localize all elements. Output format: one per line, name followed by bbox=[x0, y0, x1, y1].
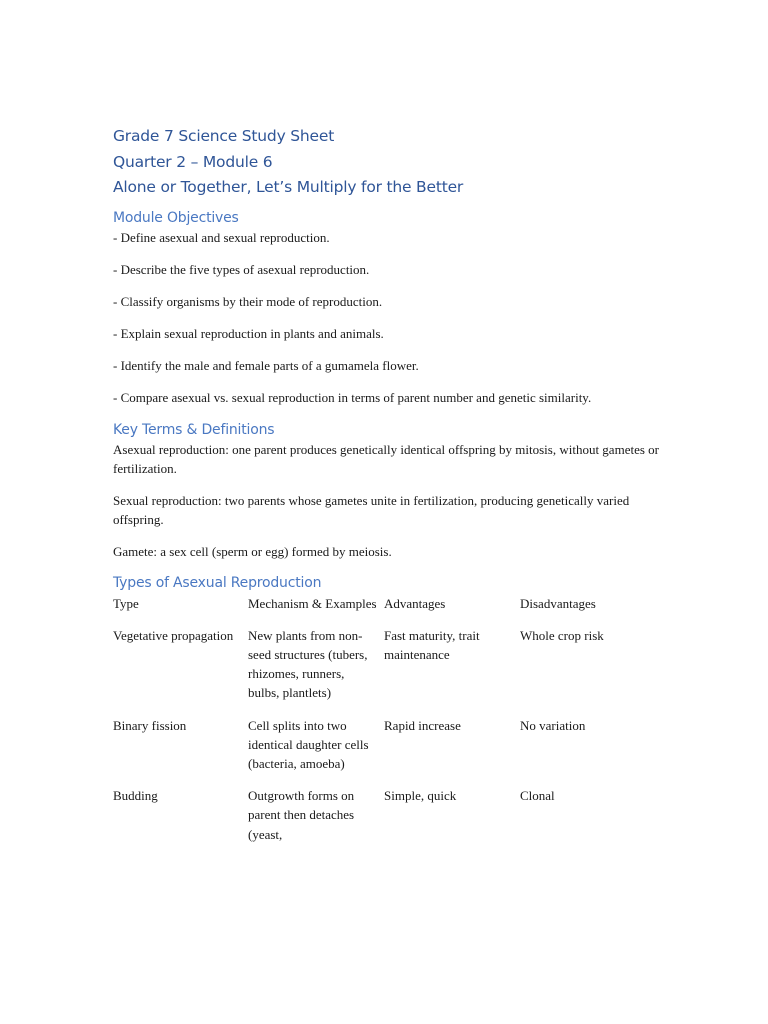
definition-sexual: Sexual reproduction: two parents whose gametes unite in fertilization, producing genetically varied offspring. bbox=[113, 492, 630, 527]
cell-text: Rapid increase bbox=[384, 717, 461, 733]
cell-text: Fast maturity, trait maintenance bbox=[384, 627, 480, 662]
cell-text: Clonal bbox=[520, 788, 555, 804]
cell-text: New plants from non-seed structures (tubers, rhizomes, runners, bulbs, plantlets) bbox=[248, 627, 368, 701]
objective-item: - Compare asexual vs. sexual reproduction in terms of parent number and genetic similarity. bbox=[113, 389, 592, 405]
cell-text: Budding bbox=[113, 788, 158, 804]
table-row bbox=[113, 626, 650, 716]
cell-text: Simple, quick bbox=[384, 788, 457, 804]
asexual-types-section bbox=[113, 573, 673, 857]
table-header-row bbox=[113, 594, 650, 626]
table-cell bbox=[113, 626, 248, 716]
column-header-type bbox=[113, 594, 248, 626]
definition-asexual: Asexual reproduction: one parent produces genetically identical offspring by mitosis, without gametes or fertilization. bbox=[113, 441, 659, 476]
table-cell bbox=[520, 626, 650, 716]
table-cell bbox=[520, 786, 650, 857]
asexual-types-table bbox=[113, 594, 650, 857]
key-terms-section bbox=[113, 420, 673, 561]
cell-text: Whole crop risk bbox=[520, 627, 604, 643]
objective-item: - Classify organisms by their mode of reproduction. bbox=[113, 293, 383, 309]
cell-text: Outgrowth forms on parent then detaches (yeast, bbox=[248, 788, 355, 842]
asexual-types-heading: Types of Asexual Reproduction bbox=[113, 574, 322, 591]
table-cell bbox=[248, 786, 384, 857]
objectives-section bbox=[113, 208, 673, 407]
column-header-label: Advantages bbox=[384, 595, 446, 611]
column-header-label: Mechanism & Examples bbox=[248, 595, 377, 611]
objective-item: - Explain sexual reproduction in plants and animals. bbox=[113, 325, 384, 341]
objective-item: - Identify the male and female parts of a gumamela flower. bbox=[113, 357, 419, 373]
table-cell bbox=[384, 716, 520, 787]
definition-gamete: Gamete: a sex cell (sperm or egg) formed by meiosis. bbox=[113, 543, 392, 559]
objective-item: - Define asexual and sexual reproduction. bbox=[113, 229, 330, 245]
table-row bbox=[113, 716, 650, 787]
document-page bbox=[113, 124, 673, 857]
document-header bbox=[113, 124, 673, 201]
objective-item: - Describe the five types of asexual reproduction. bbox=[113, 261, 370, 277]
table-row bbox=[113, 786, 650, 857]
objectives-heading: Module Objectives bbox=[113, 209, 239, 226]
column-header-label: Type bbox=[113, 595, 139, 611]
column-header-advantages bbox=[384, 594, 520, 626]
table-cell bbox=[248, 716, 384, 787]
cell-text: Binary fission bbox=[113, 717, 187, 733]
table-cell bbox=[520, 716, 650, 787]
key-terms-heading: Key Terms & Definitions bbox=[113, 421, 275, 438]
document-title: Grade 7 Science Study Sheet bbox=[113, 127, 335, 145]
column-header-label: Disadvantages bbox=[520, 595, 596, 611]
table-cell bbox=[384, 786, 520, 857]
table-cell bbox=[113, 786, 248, 857]
table-cell bbox=[248, 626, 384, 716]
cell-text: Vegetative propagation bbox=[113, 627, 234, 643]
module-subtitle: Alone or Together, Let’s Multiply for the Better bbox=[113, 178, 464, 196]
cell-text: Cell splits into two identical daughter cells (bacteria, amoeba) bbox=[248, 717, 369, 771]
column-header-disadvantages bbox=[520, 594, 650, 626]
quarter-module-line: Quarter 2 – Module 6 bbox=[113, 152, 273, 171]
table-cell bbox=[113, 716, 248, 787]
cell-text: No variation bbox=[520, 717, 586, 733]
column-header-mechanism bbox=[248, 594, 384, 626]
table-cell bbox=[384, 626, 520, 716]
